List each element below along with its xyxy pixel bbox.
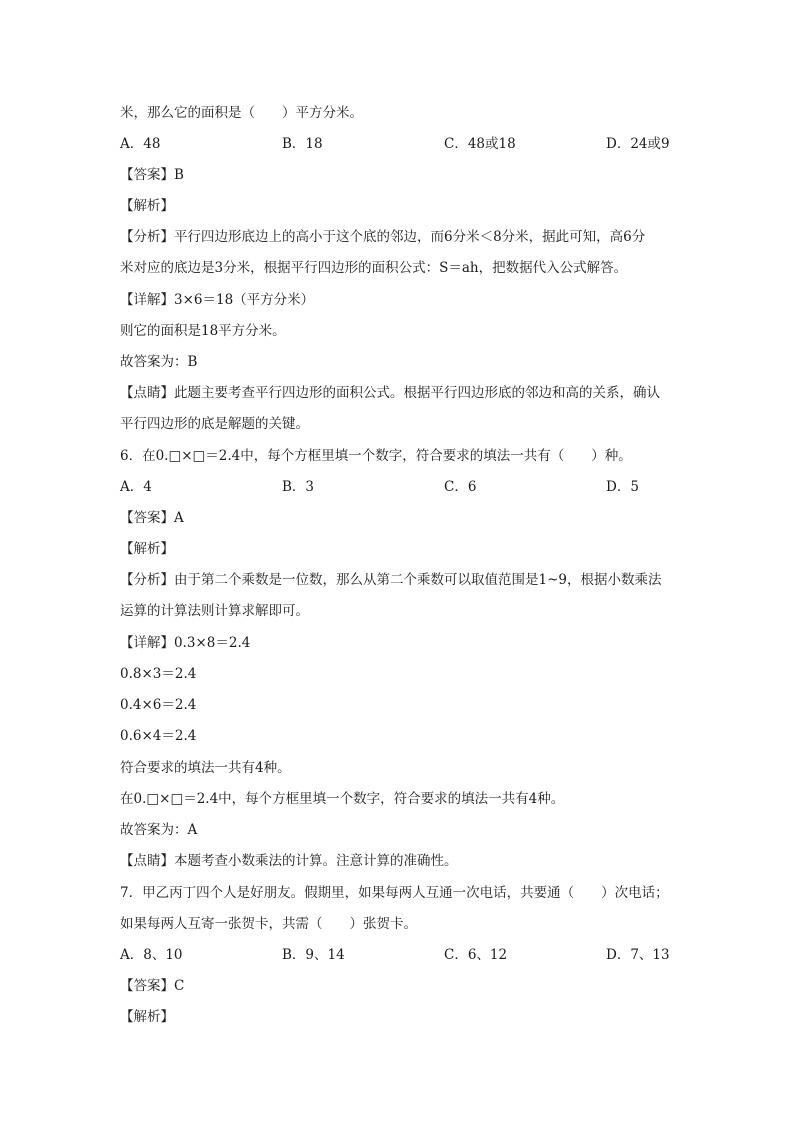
q5-analysis-line-1: 【分析】平行四边形底边上的高小于这个底的邻边，而6分米＜8分米，据此可知，高6分: [120, 229, 646, 245]
q7-option-a: A．8、10: [120, 947, 183, 963]
q5-stem-continued: 米，那么它的面积是（ ）平方分米。: [120, 105, 363, 121]
q6-option-c: C．6: [444, 479, 477, 495]
q5-conclusion: 故答案为：B: [120, 354, 198, 370]
q7-option-b: B．9、14: [282, 947, 345, 963]
q5-option-a: A．48: [120, 136, 161, 152]
q5-option-b: B．18: [282, 136, 323, 152]
q5-option-c: C．48或18: [444, 136, 516, 152]
q7-option-c: C．6、12: [444, 947, 508, 963]
q7-stem-line-2: 如果每两人互寄一张贺卡，共需（ ）张贺卡。: [120, 916, 417, 932]
q6-comment: 【点睛】本题考查小数乘法的计算。注意计算的准确性。: [120, 853, 458, 869]
q6-analysis-line-2: 运算的计算法则计算求解即可。: [120, 603, 309, 619]
q5-analysis-heading: 【解析】: [120, 198, 174, 214]
q5-comment-line-1: 【点睛】此题主要考查平行四边形的面积公式。根据平行四边形底的邻边和高的关系，确认: [120, 385, 660, 401]
q5-answer: 【答案】B: [120, 167, 184, 183]
q6-option-b: B．3: [282, 479, 315, 495]
q5-detail-line-2: 则它的面积是18平方分米。: [120, 323, 286, 339]
q6-detail-line-3: 0.4×6＝2.4: [120, 697, 197, 713]
q5-analysis-line-2: 米对应的底边是3分米，根据平行四边形的面积公式：S＝ah，把数据代入公式解答。: [120, 260, 628, 276]
q5-comment-line-2: 平行四边形的底是解题的关键。: [120, 416, 309, 432]
q6-detail-line-1: 【详解】0.3×8＝2.4: [120, 635, 251, 651]
q7-stem-line-1: 7．甲乙丙丁四个人是好朋友。假期里，如果每两人互通一次电话，共要通（ ）次电话；: [120, 885, 669, 901]
q5-detail-line-1: 【详解】3×6＝18（平方分米）: [120, 292, 315, 308]
q6-detail-line-5: 符合要求的填法一共有4种。: [120, 760, 291, 776]
q6-conclusion: 故答案为：A: [120, 822, 198, 838]
q7-option-d: D．7、13: [606, 947, 670, 963]
q6-analysis-line-1: 【分析】由于第二个乘数是一位数，那么从第二个乘数可以取值范围是1~9，根据小数乘法: [120, 572, 662, 588]
q6-stem: 6．在0.□×□＝2.4中，每个方框里填一个数字，符合要求的填法一共有（ ）种。: [120, 448, 632, 464]
q6-detail-line-4: 0.6×4＝2.4: [120, 728, 197, 744]
q5-option-d: D．24或9: [606, 136, 670, 152]
q7-analysis-heading: 【解析】: [120, 1009, 174, 1025]
q6-option-d: D．5: [606, 479, 639, 495]
q6-analysis-heading: 【解析】: [120, 541, 174, 557]
q7-answer: 【答案】C: [120, 978, 185, 994]
q6-detail-line-6: 在0.□×□＝2.4中，每个方框里填一个数字，符合要求的填法一共有4种。: [120, 791, 565, 807]
q6-detail-line-2: 0.8×3＝2.4: [120, 666, 197, 682]
q6-option-a: A．4: [120, 479, 152, 495]
q6-answer: 【答案】A: [120, 510, 184, 526]
